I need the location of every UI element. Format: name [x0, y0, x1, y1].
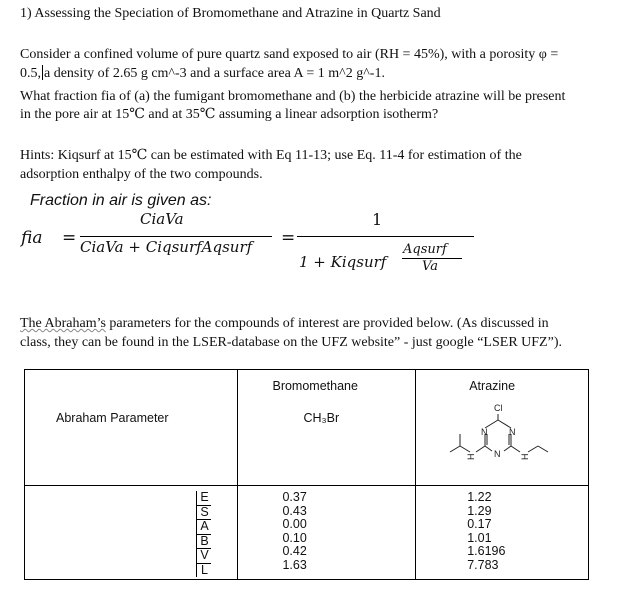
formula-lhs: fia: [21, 228, 43, 248]
bromo-value: 0.42: [282, 544, 307, 558]
bromo-values-cell: [238, 486, 416, 580]
atrazine-values-cell: [416, 486, 589, 580]
bromo-value: 0.43: [282, 503, 307, 518]
nh-label-left: H: [466, 453, 477, 460]
param-letter-grid: [117, 491, 237, 577]
atrazine-value: 1.29: [467, 503, 492, 518]
cl-label: Cl: [494, 403, 503, 413]
hints-line-1: Hints: Kiqsurf at 15℃ can be estimated with Eq 11-13; use Eq. 11-4 for estimation of the: [20, 148, 522, 163]
problem-title: 1) Assessing the Speciation of Bromomethane and Atrazine in Quartz Sand: [20, 6, 441, 21]
atrazine-header-cell: [416, 370, 589, 486]
nh-label-right: H: [520, 453, 531, 460]
param-letter: V: [196, 549, 211, 564]
problem-line-2: [20, 65, 385, 83]
atrazine-values: [467, 491, 505, 572]
bromo-value: 0.00: [282, 517, 307, 531]
problem-line-4: in the pore air at 15℃ and at 35℃ assuming a linear adsorption isotherm?: [20, 107, 439, 122]
atrazine-structure: [436, 394, 576, 482]
atrazine-value: 1.01: [467, 530, 492, 545]
abraham-line-1-rest: parameters for the compounds of interest are provided below. (As discussed in: [105, 316, 549, 331]
hints-line-2: adsorption enthalpy of the two compounds.: [20, 167, 263, 182]
formula-denominator-1: CiaVa + CiqsurfAqsurf: [80, 238, 253, 256]
bromo-header: Bromomethane: [272, 379, 358, 393]
bromo-formula: CH₃Br: [303, 411, 340, 425]
param-letter: B: [196, 535, 211, 550]
bromo-header-cell: [238, 370, 416, 486]
n-label-right: N: [509, 427, 516, 437]
bromo-values: [282, 491, 306, 572]
problem-line-3: What fraction fia of (a) the fumigant bromomethane and (b) the herbicide atrazine will be present: [20, 89, 566, 104]
bromo-value: 0.10: [282, 530, 307, 545]
atrazine-header: Atrazine: [469, 379, 516, 393]
abraham-line-1: [20, 315, 549, 333]
param-letters-cell: [25, 486, 238, 580]
formula-heading: Fraction in air is given as:: [30, 192, 212, 209]
formula-numerator-1: CiaVa: [140, 210, 184, 228]
param-header-cell: [25, 370, 238, 486]
abraham-parameters-table: [24, 369, 589, 580]
formula-denominator-2: 1 + Kiqsurf: [299, 253, 387, 271]
porosity-value: 0.5,: [20, 66, 41, 81]
param-letter: E: [196, 491, 211, 506]
spellcheck-word: The Abraham’s: [20, 316, 106, 331]
atrazine-value: 7.783: [467, 557, 499, 572]
atrazine-value: 0.17: [467, 517, 492, 531]
fraction-bar-1: [80, 236, 272, 237]
fraction-bar-2: [297, 236, 474, 237]
text-cursor: [42, 65, 43, 80]
formula-equals-1: =: [62, 228, 77, 248]
param-letter: S: [196, 506, 211, 521]
inner-fraction-numerator: Aqsurf: [403, 242, 447, 257]
param-letter: A: [196, 520, 211, 535]
atrazine-value: 1.22: [467, 490, 492, 504]
inner-fraction-denominator: Va: [422, 259, 438, 274]
abraham-line-2: class, they can be found in the LSER-database on the UFZ website” - just google “LSER UFZ”).: [20, 335, 562, 350]
param-letter: L: [196, 564, 211, 578]
formula-equals-2: =: [281, 228, 296, 248]
problem-line-1: Consider a confined volume of pure quartz sand exposed to air (RH = 45%), with a porosity φ =: [20, 47, 559, 62]
formula-numerator-2: 1: [372, 210, 383, 229]
n-label-left: N: [481, 427, 488, 437]
density-text: a density of 2.65 g cm^-3 and a surface area A = 1 m^2 g^-1.: [44, 66, 385, 81]
bromo-value: 0.37: [282, 490, 307, 504]
param-header: Abraham Parameter: [56, 411, 169, 425]
bromo-value: 1.63: [282, 557, 307, 572]
atrazine-value: 1.6196: [467, 544, 506, 558]
n-label-bottom: N: [494, 449, 501, 459]
